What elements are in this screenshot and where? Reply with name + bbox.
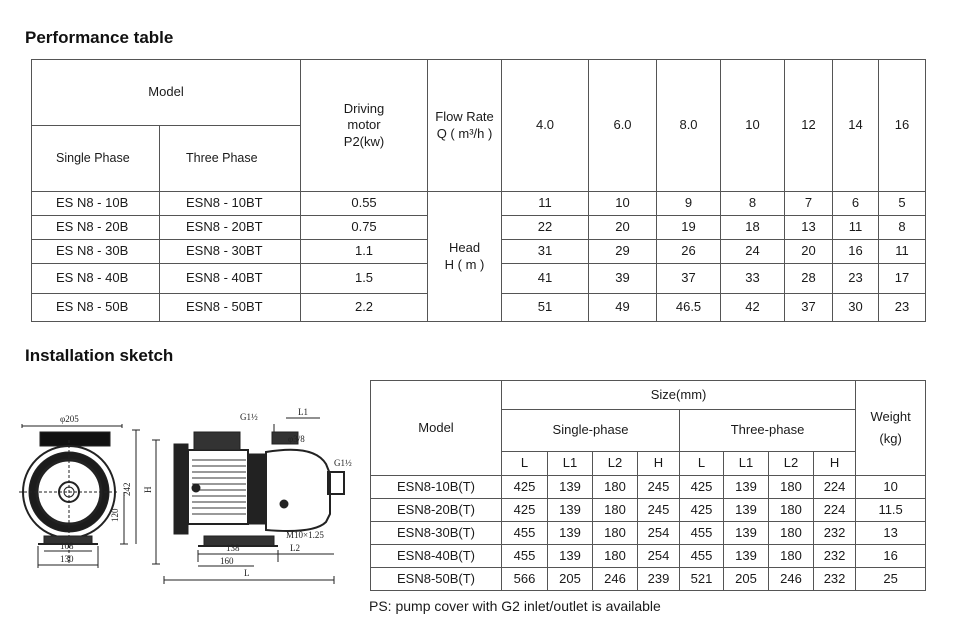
perf-row-p2: 2.2 — [301, 294, 428, 322]
size-row-model: ESN8-50B(T) — [371, 568, 502, 591]
perf-row-single: ES N8 - 10B — [32, 192, 160, 216]
dim-160: 160 — [220, 556, 234, 566]
side-view-drawing — [152, 418, 344, 584]
size-row-value: 254 — [638, 522, 680, 545]
perf-single-phase-header: Single Phase — [32, 126, 160, 192]
perf-row-p2: 1.1 — [301, 240, 428, 264]
perf-row-h: 49 — [589, 294, 657, 322]
size-model-header: Model — [371, 381, 502, 476]
size-row-value: 180 — [593, 499, 638, 522]
dim-l1: L1 — [298, 407, 308, 417]
perf-row-h: 30 — [833, 294, 879, 322]
perf-row-h: 37 — [785, 294, 833, 322]
size-row-value: 245 — [638, 476, 680, 499]
perf-row-h: 5 — [879, 192, 926, 216]
perf-flow-5: 14 — [833, 60, 879, 192]
size-row-weight: 13 — [856, 522, 926, 545]
performance-table — [31, 59, 926, 322]
perf-q-unit-label: Q ( m³/h ) — [436, 125, 493, 141]
perf-row-p2: 0.75 — [301, 216, 428, 240]
perf-row-h: 31 — [502, 240, 589, 264]
perf-flow-rate-label: Flow Rate — [435, 109, 494, 125]
perf-row-h: 23 — [879, 294, 926, 322]
size-row-value: 425 — [502, 499, 548, 522]
perf-head-label-cell — [428, 192, 502, 322]
perf-flow-4: 12 — [785, 60, 833, 192]
installation-sketch — [14, 404, 359, 584]
performance-heading: Performance table — [25, 28, 174, 47]
size-row-value: 224 — [814, 476, 856, 499]
size-weight-label: Weight — [870, 409, 911, 425]
size-row-value: 232 — [814, 522, 856, 545]
perf-row-h: 16 — [833, 240, 879, 264]
perf-row-h: 37 — [657, 264, 721, 294]
perf-row-h: 51 — [502, 294, 589, 322]
perf-row-h: 9 — [657, 192, 721, 216]
perf-row-p2: 0.55 — [301, 192, 428, 216]
installation-heading: Installation sketch — [25, 346, 174, 365]
dim-242: 242 — [122, 482, 132, 496]
size-row-value: 139 — [724, 476, 769, 499]
size-row-value: 180 — [593, 476, 638, 499]
size-row-value: 239 — [638, 568, 680, 591]
size-row-value: 521 — [680, 568, 724, 591]
size-col-header: L — [680, 452, 724, 476]
size-row-value: 139 — [548, 476, 593, 499]
dim-108: 108 — [60, 541, 74, 551]
size-row-value: 425 — [502, 476, 548, 499]
perf-row-h: 17 — [879, 264, 926, 294]
size-three-phase-header: Three-phase — [680, 410, 856, 452]
perf-row-h: 11 — [833, 216, 879, 240]
perf-row-single: ES N8 - 30B — [32, 240, 160, 264]
perf-row-single: ES N8 - 40B — [32, 264, 160, 294]
perf-flow-1: 6.0 — [589, 60, 657, 192]
perf-row-h: 6 — [833, 192, 879, 216]
size-row-value: 425 — [680, 476, 724, 499]
perf-row-h: 41 — [502, 264, 589, 294]
perf-flow-rate-header — [428, 60, 502, 192]
perf-row-single: ES N8 - 20B — [32, 216, 160, 240]
perf-row-h: 10 — [589, 192, 657, 216]
dim-l2: L2 — [290, 543, 300, 553]
size-row-value: 425 — [680, 499, 724, 522]
size-row-value: 180 — [769, 476, 814, 499]
size-row-model: ESN8-40B(T) — [371, 545, 502, 568]
perf-row-three: ESN8 - 10BT — [160, 192, 301, 216]
size-row-value: 566 — [502, 568, 548, 591]
dim-138: 138 — [226, 543, 240, 553]
perf-row-h: 8 — [879, 216, 926, 240]
size-row-value: 455 — [680, 522, 724, 545]
size-row-value: 205 — [548, 568, 593, 591]
dim-130: 130 — [60, 554, 74, 564]
perf-head-label: Head — [448, 240, 481, 256]
size-row-value: 232 — [814, 568, 856, 591]
size-row-value: 139 — [724, 545, 769, 568]
size-row-value: 232 — [814, 545, 856, 568]
size-col-header: L1 — [548, 452, 593, 476]
perf-row-three: ESN8 - 20BT — [160, 216, 301, 240]
size-row-value: 180 — [769, 545, 814, 568]
size-row-weight: 16 — [856, 545, 926, 568]
size-row-weight: 11.5 — [856, 499, 926, 522]
size-row-value: 180 — [769, 522, 814, 545]
size-row-value: 245 — [638, 499, 680, 522]
perf-row-h: 8 — [721, 192, 785, 216]
size-row-model: ESN8-10B(T) — [371, 476, 502, 499]
perf-row-h: 33 — [721, 264, 785, 294]
perf-row-h: 42 — [721, 294, 785, 322]
perf-flow-2: 8.0 — [657, 60, 721, 192]
ps-note — [369, 598, 661, 614]
size-weight-header — [856, 381, 926, 476]
perf-three-phase-header: Three Phase — [160, 126, 301, 192]
perf-row-h: 28 — [785, 264, 833, 294]
size-row-weight: 10 — [856, 476, 926, 499]
size-kg-label: (kg) — [879, 430, 902, 446]
size-row-value: 254 — [638, 545, 680, 568]
perf-row-h: 19 — [657, 216, 721, 240]
size-table — [370, 380, 926, 591]
size-row-value: 246 — [593, 568, 638, 591]
size-row-value: 455 — [502, 545, 548, 568]
size-row-model: ESN8-20B(T) — [371, 499, 502, 522]
perf-row-three: ESN8 - 30BT — [160, 240, 301, 264]
dim-m10: M10×1.25 — [286, 530, 324, 540]
ps-note-text: pump cover with G2 inlet/outlet is available — [391, 598, 661, 614]
size-row-value: 180 — [593, 522, 638, 545]
size-row-value: 455 — [680, 545, 724, 568]
perf-row-h: 24 — [721, 240, 785, 264]
size-row-value: 139 — [548, 545, 593, 568]
perf-row-three: ESN8 - 40BT — [160, 264, 301, 294]
size-row-value: 246 — [769, 568, 814, 591]
dim-d205: φ205 — [60, 414, 79, 424]
ps-note-prefix: PS: — [369, 598, 392, 614]
dim-h: H — [143, 486, 153, 493]
size-row-value: 455 — [502, 522, 548, 545]
perf-row-h: 18 — [721, 216, 785, 240]
perf-row-h: 22 — [502, 216, 589, 240]
size-row-model: ESN8-30B(T) — [371, 522, 502, 545]
perf-flow-0: 4.0 — [502, 60, 589, 192]
perf-row-h: 39 — [589, 264, 657, 294]
perf-row-three: ESN8 - 50BT — [160, 294, 301, 322]
perf-row-h: 20 — [589, 216, 657, 240]
perf-row-h: 20 — [785, 240, 833, 264]
perf-flow-6: 16 — [879, 60, 926, 192]
size-col-header: L — [502, 452, 548, 476]
perf-h-unit-label: H ( m ) — [444, 256, 485, 272]
size-col-header: L1 — [724, 452, 769, 476]
size-row-value: 139 — [724, 499, 769, 522]
size-col-header: H — [814, 452, 856, 476]
dim-120: 120 — [110, 508, 120, 522]
perf-row-h: 46.5 — [657, 294, 721, 322]
size-row-value: 139 — [548, 522, 593, 545]
perf-row-p2: 1.5 — [301, 264, 428, 294]
size-single-phase-header: Single-phase — [502, 410, 680, 452]
size-col-header: L2 — [593, 452, 638, 476]
dim-l: L — [244, 568, 250, 578]
size-row-value: 180 — [769, 499, 814, 522]
perf-flow-3: 10 — [721, 60, 785, 192]
perf-row-h: 13 — [785, 216, 833, 240]
dim-g112-side: G1½ — [334, 458, 352, 468]
size-row-value: 139 — [724, 522, 769, 545]
perf-row-single: ES N8 - 50B — [32, 294, 160, 322]
size-row-value: 139 — [548, 499, 593, 522]
dim-d38: φ3/8 — [288, 434, 305, 444]
perf-model-header: Model — [32, 60, 301, 126]
perf-p2-label: P2(kw) — [343, 133, 385, 149]
perf-row-h: 23 — [833, 264, 879, 294]
dim-g112-top: G1½ — [240, 412, 258, 422]
size-row-weight: 25 — [856, 568, 926, 591]
perf-driving-motor-header — [301, 60, 428, 192]
perf-row-h: 7 — [785, 192, 833, 216]
size-row-value: 224 — [814, 499, 856, 522]
perf-row-h: 26 — [657, 240, 721, 264]
size-col-header: H — [638, 452, 680, 476]
size-row-value: 205 — [724, 568, 769, 591]
perf-driving-motor-label: Driving motor — [343, 101, 385, 133]
perf-row-h: 29 — [589, 240, 657, 264]
size-row-value: 180 — [593, 545, 638, 568]
size-mm-header: Size(mm) — [502, 381, 856, 410]
size-col-header: L2 — [769, 452, 814, 476]
perf-row-h: 11 — [879, 240, 926, 264]
perf-row-h: 11 — [502, 192, 589, 216]
